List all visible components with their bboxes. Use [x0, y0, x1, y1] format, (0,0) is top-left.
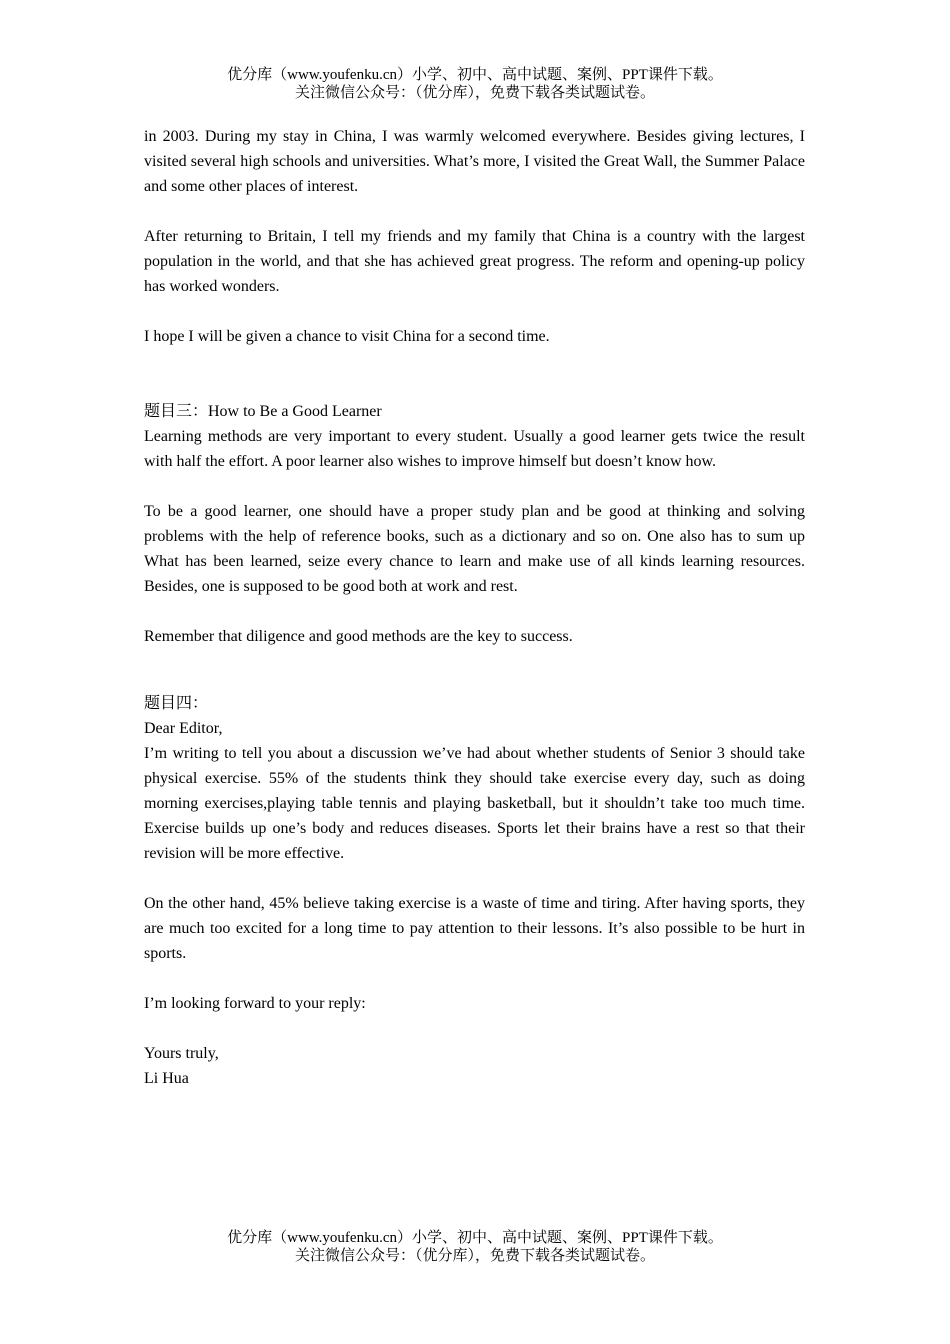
page-footer — [0, 1229, 950, 1265]
essay4-paragraph-1: I’m writing to tell you about a discussion we’ve had about whether students of Senior 3 should take physical exercise. 55% of the students think they should take exercise every day, such as doing morning exercises,playing table tennis and playing basketball, but it shouldn’t take too much time. Exercise builds up one’s body and reduces diseases. Sports let their brains have a rest so that their revision will be more effective. — [144, 745, 805, 862]
header-line-1: 优分库（www.youfenku.cn）小学、初中、高中试题、案例、PPT课件下载。 — [227, 67, 723, 83]
header-line-2: 关注微信公众号：（优分库），免费下载各类试题试卷。 — [294, 85, 655, 101]
essay2-paragraph-1: in 2003. During my stay in China, I was warmly welcomed everywhere. Besides giving lectures, I visited several high schools and universities. What’s more, I visited the Great Wall, the Summer Palace and some other places of interest. — [144, 128, 805, 195]
document-body — [144, 124, 805, 1091]
essay3-paragraph-2: To be a good learner, one should have a proper study plan and be good at thinking and solving problems with the help of reference books, such as a dictionary and so on. One also has to sum up What has been learned, seize every chance to learn and make use of all kinds learning resources. Besides, one is supposed to be good both at work and rest. — [144, 503, 805, 595]
essay3-paragraph-1: Learning methods are very important to every student. Usually a good learner gets twice the result with half the effort. A poor learner also wishes to improve himself but doesn’t know how. — [144, 428, 805, 470]
footer-line-1: 优分库（www.youfenku.cn）小学、初中、高中试题、案例、PPT课件下载。 — [227, 1230, 723, 1246]
essay3-paragraph-3: Remember that diligence and good methods are the key to success. — [144, 628, 573, 645]
page-header — [0, 66, 950, 102]
essay4-paragraph-2: On the other hand, 45% believe taking exercise is a waste of time and tiring. After having sports, they are much too excited for a long time to pay attention to their lessons. It’s also possible to be hurt in sports. — [144, 895, 805, 962]
essay2-paragraph-3: I hope I will be given a chance to visit China for a second time. — [144, 328, 550, 345]
essay4-paragraph-3: I’m looking forward to your reply: — [144, 995, 366, 1012]
essay3-heading: 题目三：How to Be a Good Learner — [144, 403, 382, 420]
essay4-heading: 题目四： — [144, 695, 209, 712]
essay4-closing: Yours truly, — [144, 1045, 219, 1062]
essay4-salutation: Dear Editor, — [144, 720, 223, 737]
essay4-signature: Li Hua — [144, 1070, 189, 1087]
footer-line-2: 关注微信公众号：（优分库），免费下载各类试题试卷。 — [294, 1248, 655, 1264]
essay2-paragraph-2: After returning to Britain, I tell my friends and my family that China is a country with the largest population in the world, and that she has achieved great progress. The reform and opening-up policy has worked wonders. — [144, 228, 805, 295]
